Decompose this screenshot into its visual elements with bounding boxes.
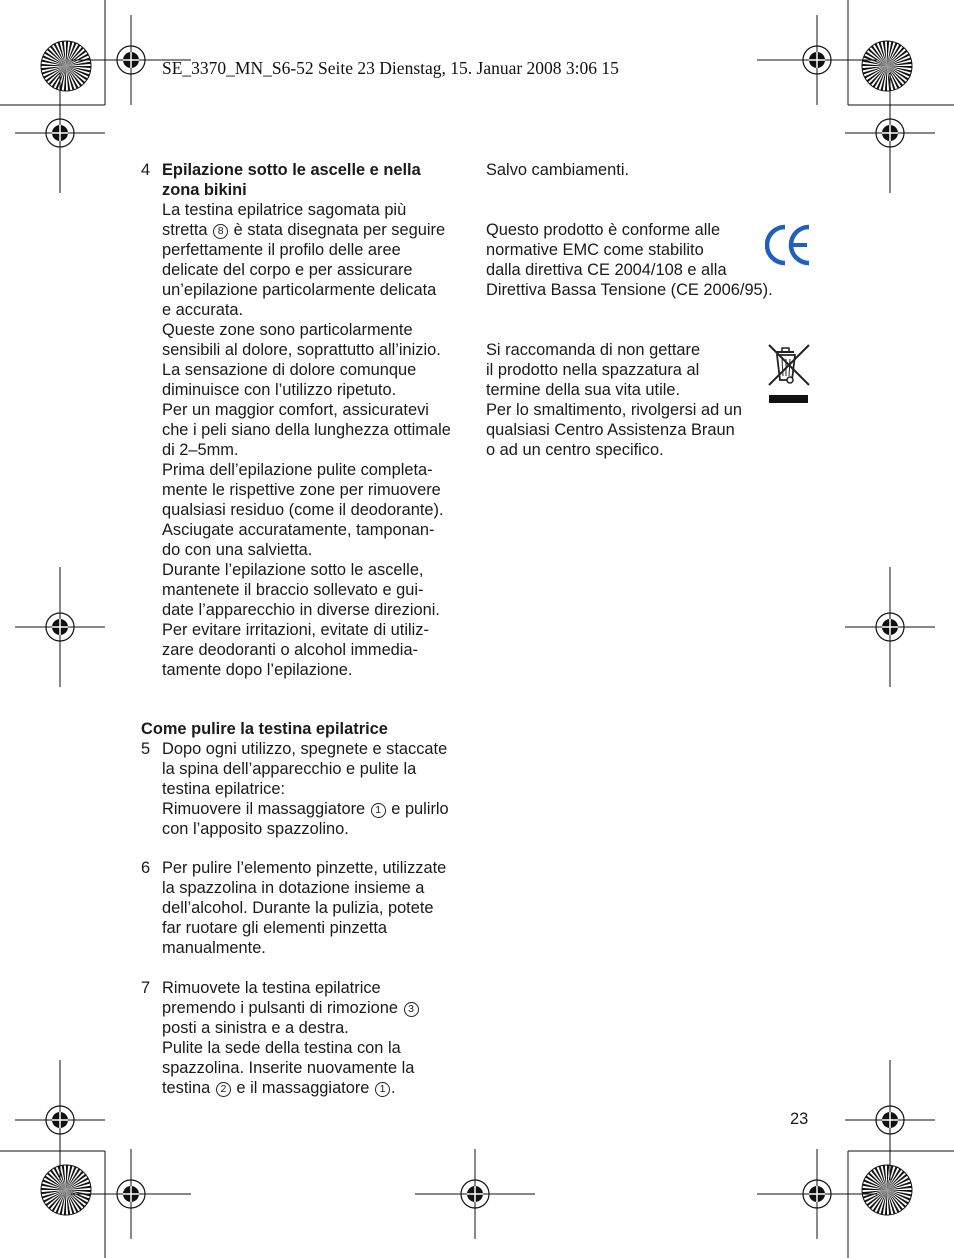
ce-mark-icon	[765, 223, 813, 267]
page-number: 23	[790, 1110, 809, 1128]
part-ref-2: 2	[216, 1082, 231, 1097]
registration-mark-icon	[71, 1149, 191, 1239]
ce-conformity-text: Questo prodotto è conforme alle normative EMC come stabilito dalla direttiva CE 2004/108 e alla Direttiva Bassa Tensione (CE 2006/95).	[486, 221, 773, 299]
step-5	[162, 739, 474, 839]
registration-mark-icon	[415, 1149, 535, 1239]
registration-mark-icon	[15, 567, 105, 687]
registration-mark-icon	[757, 1149, 877, 1239]
step-number: 7	[141, 979, 151, 997]
registration-mark-icon	[845, 1060, 935, 1180]
step-4	[162, 160, 474, 680]
part-ref-1: 1	[371, 803, 386, 818]
part-ref-8: 8	[213, 224, 228, 239]
step-number: 5	[141, 740, 151, 758]
changes-notice: Salvo cambiamenti.	[486, 161, 630, 179]
registration-mark-icon	[845, 567, 935, 687]
step-6	[162, 858, 474, 958]
registration-mark-icon	[845, 73, 935, 193]
step-6-text: Per pulire l’elemento pinzette, utilizzate la spazzolina in dotazione insieme a dell’alcohol. Durante la pulizia, potete far ruotare gli elementi pinzetta manualmente.	[162, 859, 447, 957]
step-number: 6	[141, 859, 151, 877]
print-starburst-icon	[862, 1165, 912, 1215]
part-ref-1: 1	[375, 1082, 390, 1097]
step-4-text: La testina epilatrice sagomata più stretta 8 è stata disegnata per seguire perfettamente il profilo delle aree delicate del corpo e per assicurare un’epilazione particolarmente delicata e accurata. Queste zone sono particolarmente sensibili al dolore, soprattutto all’inizio. La sensazione di dolore comunque diminuisce con l’utilizzo ripetuto. Per un maggior comfort, assicuratevi che i peli siano della lunghezza ottimale di 2–5mm. Prima dell’epilazione pulite completa- mente le rispettive zone per rimuovere qualsiasi residuo (come il deodorante). Asciugate accuratamente, tamponan- do con una salvietta. Durante l’epilazione sotto le ascelle, mantenete il braccio sollevato e gui- date l’apparecchio in diverse direzioni. Per evitare irritazioni, evitate di utiliz- zare deodoranti o alcohol immedia- tamente dopo l’epilazione.	[162, 201, 451, 679]
registration-mark-icon	[15, 73, 105, 193]
print-slug-line: SE_3370_MN_S6-52 Seite 23 Dienstag, 15. Januar 2008 3:06 15	[162, 58, 619, 78]
crossed-out-bin-icon	[766, 342, 812, 406]
step-4-heading: Epilazione sotto le ascelle e nella zona bikini	[162, 161, 421, 199]
registration-mark-icon	[15, 1060, 105, 1180]
step-7	[162, 978, 474, 1098]
section-heading: Come pulire la testina epilatrice	[141, 720, 388, 738]
step-7-text: Rimuovete la testina epilatrice premendo i pulsanti di rimozione 3 posti a sinistra e a destra. Pulite la sede della testina con la spazzolina. Inserite nuovamente la testina 2 e il massaggiatore 1 .	[162, 978, 474, 1098]
disposal-text: Si raccomanda di non gettare il prodotto nella spazzatura al termine della sua vita utile. Per lo smaltimento, rivolgersi ad un qualsiasi Centro Assistenza Braun o ad un centro specifico.	[486, 341, 742, 459]
print-starburst-icon	[41, 1165, 91, 1215]
part-ref-3: 3	[404, 1002, 419, 1017]
print-starburst-icon	[41, 41, 91, 91]
step-5-text: Dopo ogni utilizzo, spegnete e staccate la spina dell’apparecchio e pulite la testina epilatrice: Rimuovere il massaggiatore 1 e pulirlo con l’apposito spazzolino.	[162, 740, 449, 838]
step-number: 4	[141, 161, 151, 179]
registration-mark-icon	[757, 15, 877, 105]
print-starburst-icon	[862, 41, 912, 91]
